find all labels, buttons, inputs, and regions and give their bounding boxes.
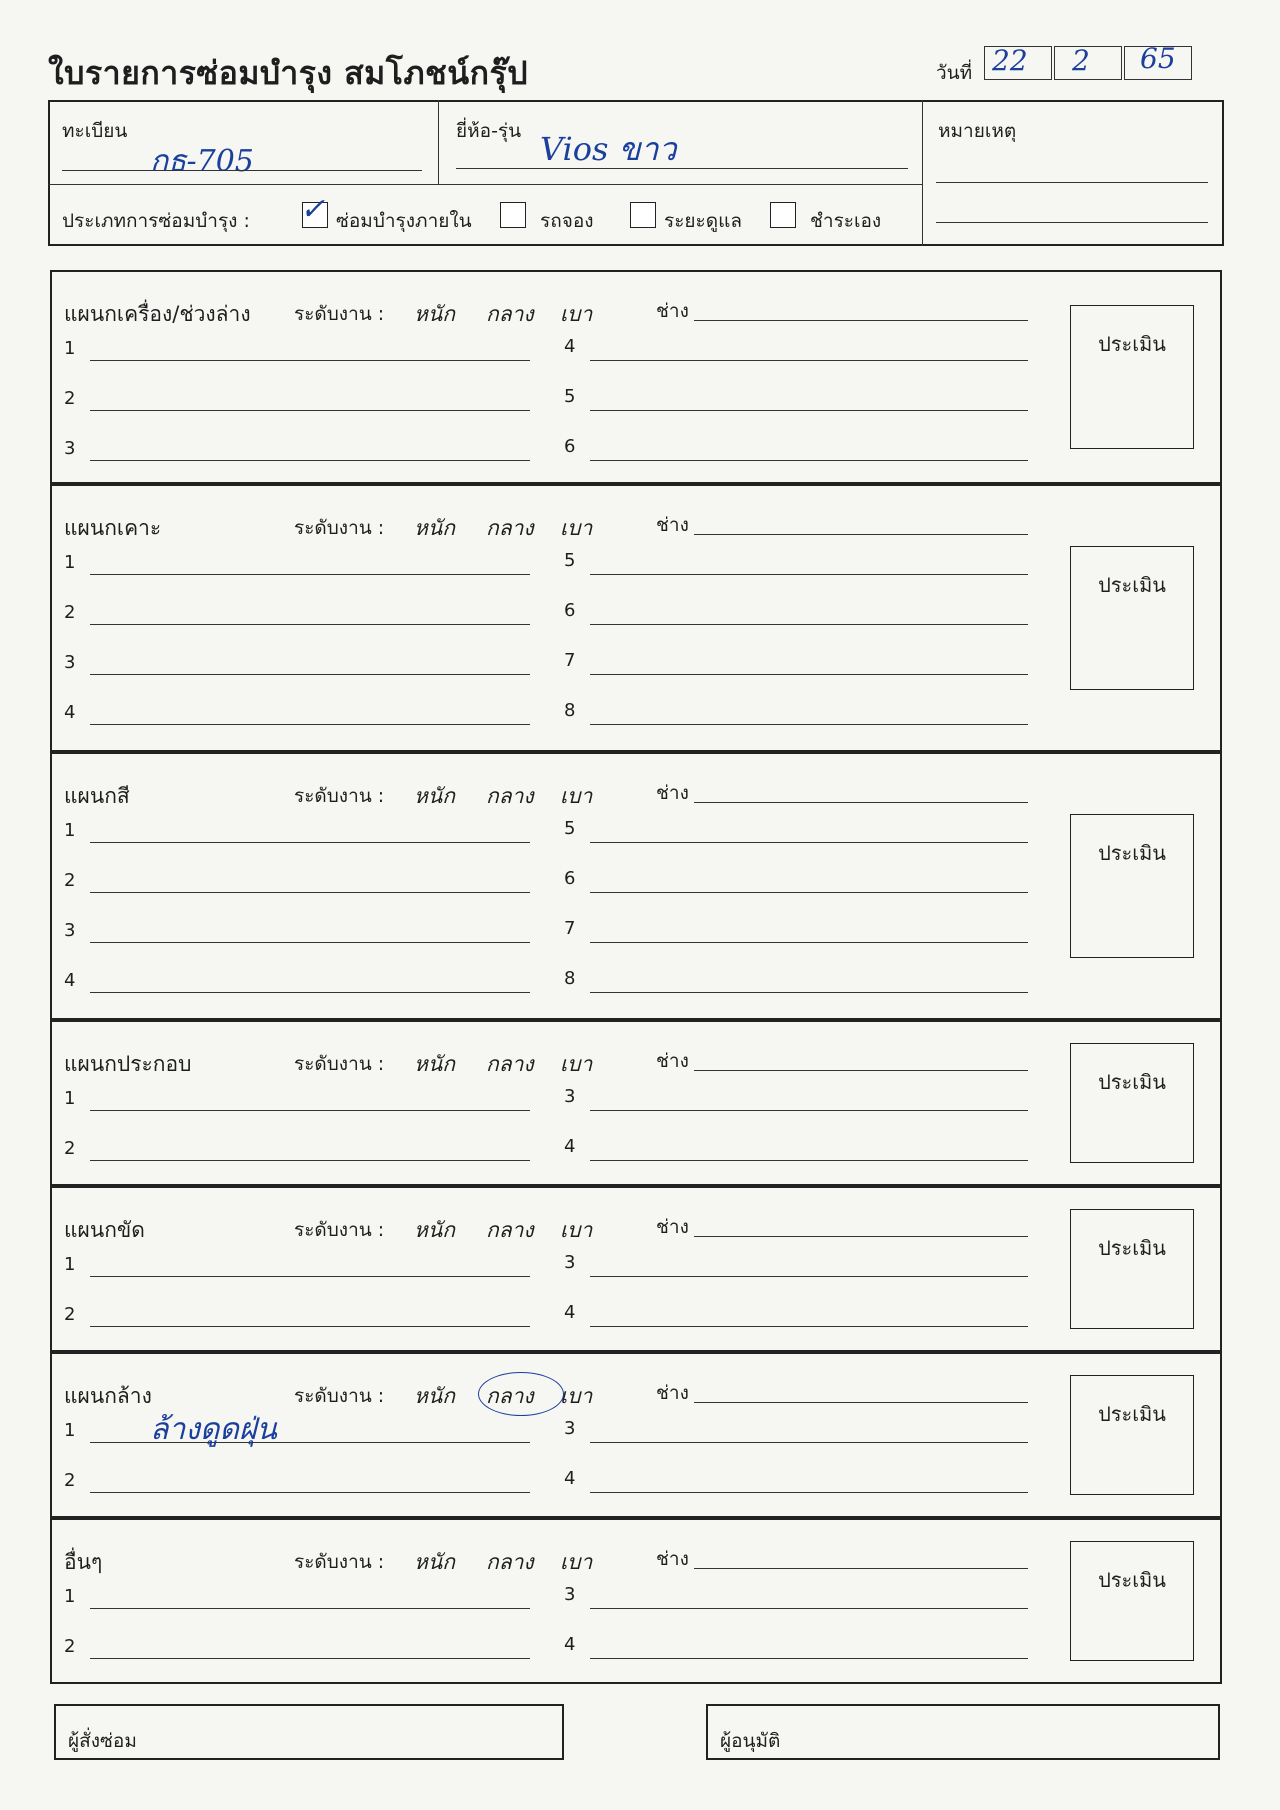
row-number-right: 4 bbox=[564, 1302, 576, 1323]
level-heavy[interactable]: หนัก bbox=[414, 516, 455, 540]
model-label: ยี่ห้อ-รุ่น bbox=[456, 120, 522, 142]
row-number-right: 3 bbox=[564, 1086, 576, 1107]
row-number-left: 1 bbox=[64, 1586, 76, 1607]
plate-model-divider bbox=[438, 100, 439, 184]
date-month-value: 2 bbox=[1072, 44, 1090, 77]
plate-value: กธ-705 bbox=[150, 144, 254, 179]
technician-label: ช่าง bbox=[656, 300, 689, 322]
evaluation-box-wash[interactable] bbox=[1070, 1375, 1194, 1495]
level-medium[interactable]: กลาง bbox=[486, 1218, 534, 1242]
date-year-value: 65 bbox=[1140, 42, 1176, 75]
check-mark-icon: ✓ bbox=[300, 192, 326, 227]
checkbox-maintenance-period[interactable] bbox=[630, 202, 656, 228]
option-maintenance-period: ระยะดูแล bbox=[664, 210, 742, 232]
level-heavy[interactable]: หนัก bbox=[414, 1052, 455, 1076]
section-polish bbox=[50, 1186, 1222, 1352]
work-item-line-right[interactable] bbox=[590, 942, 1028, 943]
level-medium[interactable]: กลาง bbox=[486, 1052, 534, 1076]
model-value: Vios ขาว bbox=[540, 130, 677, 168]
technician-label: ช่าง bbox=[656, 1548, 689, 1570]
technician-label: ช่าง bbox=[656, 514, 689, 536]
requester-box[interactable] bbox=[54, 1704, 564, 1760]
row-number-right: 8 bbox=[564, 968, 576, 989]
row-number-left: 2 bbox=[64, 1636, 76, 1657]
section-title-assembly: แผนกประกอบ bbox=[64, 1052, 192, 1076]
work-item-line-left[interactable] bbox=[90, 574, 530, 575]
row-number-right: 5 bbox=[564, 550, 576, 571]
row-number-right: 3 bbox=[564, 1252, 576, 1273]
technician-line[interactable] bbox=[694, 534, 1028, 535]
work-item-line-right[interactable] bbox=[590, 360, 1028, 361]
evaluation-box-others[interactable] bbox=[1070, 1541, 1194, 1661]
work-item-line-right[interactable] bbox=[590, 1276, 1028, 1277]
work-item-line-right[interactable] bbox=[590, 1658, 1028, 1659]
row-number-left: 1 bbox=[64, 820, 76, 841]
section-title-body-work: แผนกเคาะ bbox=[64, 516, 162, 540]
technician-line[interactable] bbox=[694, 1568, 1028, 1569]
level-medium[interactable]: กลาง bbox=[486, 1550, 534, 1574]
row-number-right: 4 bbox=[564, 1468, 576, 1489]
technician-line[interactable] bbox=[694, 802, 1028, 803]
work-item-line-right[interactable] bbox=[590, 724, 1028, 725]
level-label: ระดับงาน : bbox=[294, 517, 385, 539]
work-item-line-left[interactable] bbox=[90, 674, 530, 675]
row-number-left: 2 bbox=[64, 1470, 76, 1491]
level-light[interactable]: เบา bbox=[560, 516, 593, 540]
requester-label: ผู้สั่งซ่อม bbox=[68, 1730, 137, 1752]
work-item-line-right[interactable] bbox=[590, 1326, 1028, 1327]
work-item-line-left[interactable] bbox=[90, 992, 530, 993]
approver-box[interactable] bbox=[706, 1704, 1220, 1760]
remark-line-1[interactable] bbox=[936, 182, 1208, 183]
work-item-line-right[interactable] bbox=[590, 574, 1028, 575]
evaluation-box-assembly[interactable] bbox=[1070, 1043, 1194, 1163]
level-label: ระดับงาน : bbox=[294, 1053, 385, 1075]
work-item-line-right[interactable] bbox=[590, 1492, 1028, 1493]
technician-label: ช่าง bbox=[656, 1216, 689, 1238]
row-number-left: 3 bbox=[64, 652, 76, 673]
technician-line[interactable] bbox=[694, 1402, 1028, 1403]
section-assembly bbox=[50, 1020, 1222, 1186]
row-number-left: 2 bbox=[64, 388, 76, 409]
technician-line[interactable] bbox=[694, 1236, 1028, 1237]
evaluation-label: ประเมิน bbox=[1098, 1568, 1166, 1592]
row-number-right: 5 bbox=[564, 818, 576, 839]
repair-type-label: ประเภทการซ่อมบำรุง : bbox=[62, 210, 250, 232]
work-item-line-right[interactable] bbox=[590, 1608, 1028, 1609]
work-item-line-left[interactable] bbox=[90, 942, 530, 943]
date-label: วันที่ bbox=[936, 62, 973, 84]
level-label: ระดับงาน : bbox=[294, 1219, 385, 1241]
work-item-line-right[interactable] bbox=[590, 1442, 1028, 1443]
work-item-line-right[interactable] bbox=[590, 410, 1028, 411]
level-light[interactable]: เบา bbox=[560, 1550, 593, 1574]
row-number-left: 1 bbox=[64, 338, 76, 359]
row-number-right: 4 bbox=[564, 1634, 576, 1655]
remark-divider bbox=[922, 100, 923, 246]
work-item-line-right[interactable] bbox=[590, 992, 1028, 993]
work-item-entry: ล้างดูดฝุ่น bbox=[150, 1412, 277, 1447]
model-underline[interactable] bbox=[456, 168, 908, 169]
row-number-right: 4 bbox=[564, 336, 576, 357]
row-number-left: 2 bbox=[64, 870, 76, 891]
row-number-left: 4 bbox=[64, 970, 76, 991]
level-heavy[interactable]: หนัก bbox=[414, 1384, 455, 1408]
row-number-left: 3 bbox=[64, 438, 76, 459]
remark-label: หมายเหตุ bbox=[938, 120, 1017, 142]
row-number-left: 4 bbox=[64, 702, 76, 723]
evaluation-label: ประเมิน bbox=[1098, 332, 1166, 356]
level-label: ระดับงาน : bbox=[294, 785, 385, 807]
row-number-right: 7 bbox=[564, 918, 576, 939]
section-body-work bbox=[50, 484, 1222, 752]
level-light[interactable]: เบา bbox=[560, 1218, 593, 1242]
section-title-engine-chassis: แผนกเครื่อง/ช่วงล่าง bbox=[64, 302, 251, 326]
work-item-line-left[interactable] bbox=[90, 1160, 530, 1161]
section-title-polish: แผนกขัด bbox=[64, 1218, 145, 1242]
evaluation-box-paint[interactable] bbox=[1070, 814, 1194, 958]
row-number-right: 7 bbox=[564, 650, 576, 671]
circled-level-mark bbox=[478, 1372, 564, 1416]
row-number-right: 6 bbox=[564, 436, 576, 457]
technician-label: ช่าง bbox=[656, 1382, 689, 1404]
evaluation-label: ประเมิน bbox=[1098, 1402, 1166, 1426]
row-number-right: 3 bbox=[564, 1418, 576, 1439]
evaluation-box-body-work[interactable] bbox=[1070, 546, 1194, 690]
work-item-line-right[interactable] bbox=[590, 624, 1028, 625]
row-number-right: 4 bbox=[564, 1136, 576, 1157]
work-item-line-right[interactable] bbox=[590, 674, 1028, 675]
work-item-line-right[interactable] bbox=[590, 842, 1028, 843]
work-item-line-left[interactable] bbox=[90, 1658, 530, 1659]
checkbox-reserved-car[interactable] bbox=[500, 202, 526, 228]
option-internal-repair: ซ่อมบำรุงภายใน bbox=[336, 210, 472, 232]
evaluation-box-polish[interactable] bbox=[1070, 1209, 1194, 1329]
remark-line-2[interactable] bbox=[936, 222, 1208, 223]
level-light[interactable]: เบา bbox=[560, 1052, 593, 1076]
level-medium[interactable]: กลาง bbox=[486, 302, 534, 326]
level-label: ระดับงาน : bbox=[294, 303, 385, 325]
work-item-line-left[interactable] bbox=[90, 624, 530, 625]
level-label: ระดับงาน : bbox=[294, 1551, 385, 1573]
date-day-value: 22 bbox=[992, 44, 1028, 77]
level-medium[interactable]: กลาง bbox=[486, 784, 534, 808]
section-title-others: อื่นๆ bbox=[64, 1550, 103, 1574]
work-item-line-left[interactable] bbox=[90, 1608, 530, 1609]
work-item-line-right[interactable] bbox=[590, 1160, 1028, 1161]
technician-line[interactable] bbox=[694, 1070, 1028, 1071]
technician-label: ช่าง bbox=[656, 782, 689, 804]
work-item-line-left[interactable] bbox=[90, 892, 530, 893]
plate-underline[interactable] bbox=[62, 170, 422, 171]
row-number-left: 1 bbox=[64, 1420, 76, 1441]
evaluation-label: ประเมิน bbox=[1098, 1070, 1166, 1094]
row-number-right: 8 bbox=[564, 700, 576, 721]
work-item-line-left[interactable] bbox=[90, 1326, 530, 1327]
evaluation-label: ประเมิน bbox=[1098, 573, 1166, 597]
work-item-line-left[interactable] bbox=[90, 842, 530, 843]
row-number-right: 5 bbox=[564, 386, 576, 407]
work-item-line-right[interactable] bbox=[590, 892, 1028, 893]
row-number-right: 3 bbox=[564, 1584, 576, 1605]
technician-label: ช่าง bbox=[656, 1050, 689, 1072]
level-label: ระดับงาน : bbox=[294, 1385, 385, 1407]
form-title: ใบรายการซ่อมบำรุง สมโภชน์กรุ๊ป bbox=[48, 54, 529, 92]
row-number-left: 1 bbox=[64, 1088, 76, 1109]
plate-label: ทะเบียน bbox=[62, 120, 128, 142]
row-number-left: 1 bbox=[64, 1254, 76, 1275]
work-item-line-left[interactable] bbox=[90, 410, 530, 411]
row-number-right: 6 bbox=[564, 600, 576, 621]
work-item-line-left[interactable] bbox=[90, 1276, 530, 1277]
approver-label: ผู้อนุมัติ bbox=[720, 1730, 781, 1752]
work-item-line-right[interactable] bbox=[590, 460, 1028, 461]
option-self-pay: ชำระเอง bbox=[810, 210, 882, 232]
row-number-left: 3 bbox=[64, 920, 76, 941]
level-medium[interactable]: กลาง bbox=[486, 1384, 534, 1408]
row-number-left: 2 bbox=[64, 1138, 76, 1159]
level-heavy[interactable]: หนัก bbox=[414, 784, 455, 808]
level-heavy[interactable]: หนัก bbox=[414, 1550, 455, 1574]
row-number-right: 6 bbox=[564, 868, 576, 889]
work-item-line-left[interactable] bbox=[90, 724, 530, 725]
row-number-left: 2 bbox=[64, 602, 76, 623]
checkbox-self-pay[interactable] bbox=[770, 202, 796, 228]
row-number-left: 1 bbox=[64, 552, 76, 573]
section-title-paint: แผนกสี bbox=[64, 784, 130, 808]
level-light[interactable]: เบา bbox=[560, 1384, 593, 1408]
section-others bbox=[50, 1518, 1222, 1684]
section-title-wash: แผนกล้าง bbox=[64, 1384, 152, 1408]
evaluation-box-engine-chassis[interactable] bbox=[1070, 305, 1194, 449]
level-medium[interactable]: กลาง bbox=[486, 516, 534, 540]
work-item-line-left[interactable] bbox=[90, 360, 530, 361]
evaluation-label: ประเมิน bbox=[1098, 841, 1166, 865]
work-item-line-left[interactable] bbox=[90, 1110, 530, 1111]
option-reserved-car: รถจอง bbox=[540, 210, 594, 232]
level-light[interactable]: เบา bbox=[560, 302, 593, 326]
evaluation-label: ประเมิน bbox=[1098, 1236, 1166, 1260]
section-paint bbox=[50, 752, 1222, 1020]
row-number-left: 2 bbox=[64, 1304, 76, 1325]
work-item-line-right[interactable] bbox=[590, 1110, 1028, 1111]
level-heavy[interactable]: หนัก bbox=[414, 1218, 455, 1242]
level-heavy[interactable]: หนัก bbox=[414, 302, 455, 326]
technician-line[interactable] bbox=[694, 320, 1028, 321]
work-item-line-left[interactable] bbox=[90, 1492, 530, 1493]
work-item-line-left[interactable] bbox=[90, 460, 530, 461]
level-light[interactable]: เบา bbox=[560, 784, 593, 808]
